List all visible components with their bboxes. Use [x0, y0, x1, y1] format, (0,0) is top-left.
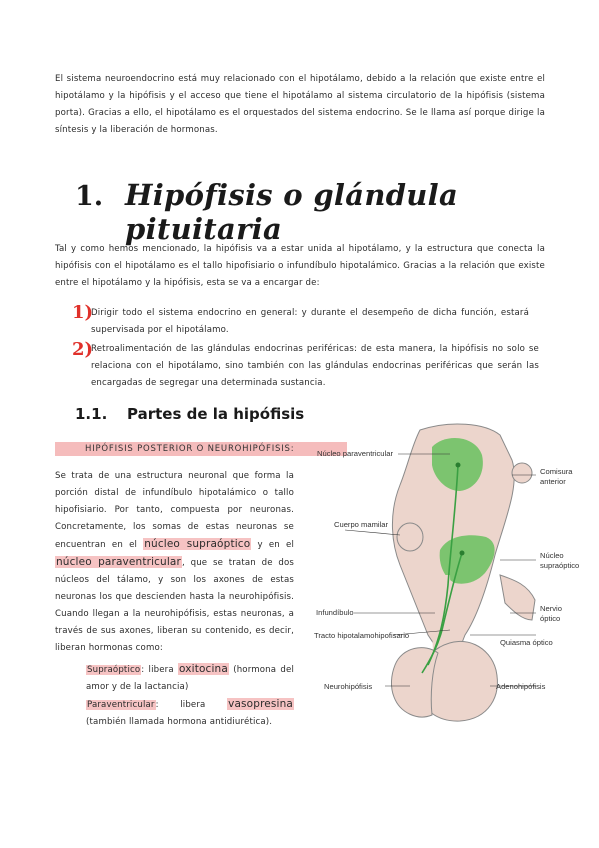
label-neurohipofisis: Neurohipófisis — [324, 682, 373, 691]
label-mamilar: Cuerpo mamilar — [334, 520, 389, 529]
intro-paragraph: El sistema neuroendocrino está muy relacionado con el hipotálamo, debido a la relación que existe entre el hipotálamo y la hipófisis y el acceso que tiene el hipotálamo al sistema circulatorio de la hipófisis (sistema porta). Gracias a ello, el hipotálamo es el orquestados del sistema endocrino. Se le llama así porque dirige la síntesis y la liberación de hormonas. — [55, 74, 545, 135]
label-infundibulo: Infundíbulo — [316, 608, 354, 617]
comisura-anterior-shape — [512, 463, 532, 483]
soma-supraoptico — [460, 551, 465, 556]
label-quiasma: Quiasma óptico — [500, 638, 553, 647]
label-comisura-2: anterior — [540, 477, 566, 486]
oxitocina-highlight: oxitocina — [179, 663, 228, 675]
paraventricular-mid: : libera — [155, 700, 206, 710]
section-number: 1. — [75, 181, 104, 212]
hormone-paraventricular — [86, 696, 294, 731]
paragraph-part-b: y en el — [257, 540, 294, 550]
label-paraventricular: Núcleo paraventricular — [317, 449, 393, 458]
label-comisura-1: Comisura — [540, 467, 573, 476]
cuerpo-mamilar-shape — [397, 523, 423, 551]
infundibulo-shape — [430, 575, 453, 653]
hipofisis-diagram — [300, 425, 580, 725]
label-nervio-1: Nervio — [540, 604, 562, 613]
label-adenohipofisis: Adenohipófisis — [496, 682, 546, 691]
section-title: Hipófisis o glándula pituitaria — [125, 178, 459, 246]
paraventricular-label: Paraventricular — [87, 700, 155, 710]
neurohipofisis-banner: HIPÓFISIS POSTERIOR O NEUROHIPÓFISIS: — [55, 442, 347, 456]
label-supra-1: Núcleo — [540, 551, 564, 560]
supraoptico-rest: (hormona del amor y de la lactancia) — [86, 665, 294, 692]
hormone-supraoptico — [86, 661, 294, 696]
highlight-supraoptico: núcleo supraóptico — [144, 538, 251, 550]
paraventricular-rest: (también llamada hormona antidiurética). — [86, 717, 273, 727]
subsection-title: Partes de la hipófisis — [127, 405, 305, 423]
vasopresina-highlight: vasopresina — [228, 698, 293, 710]
label-tracto: Tracto hipotalamohipofisario — [314, 631, 410, 640]
item-text-1: Dirigir todo el sistema endocrino en general: y durante el desempeño de dicha función, estará supervisada por el hipotálamo. — [91, 308, 529, 335]
neurohipofisis-paragraph — [55, 468, 294, 657]
section-paragraph: Tal y como hemos mencionado, la hipófisis va a estar unida al hipotálamo, y la estructura que conecta la hipófisis con el hipotálamo es el tallo hipofisiario o infundíbulo hipotalámico. Gracias a la relación que existe entre el hipotálamo y la hipófisis, esta se va a encargar de: — [55, 244, 545, 288]
supraoptico-label: Supraóptico — [87, 665, 141, 675]
soma-paraventricular — [456, 463, 461, 468]
label-supra-2: supraóptico — [540, 561, 580, 570]
item-text-2: Retroalimentación de las glándulas endocrinas periféricas: de esta manera, la hipófisis no solo se relaciona con el hipotálamo, sino también con las glándulas endocrinas periféricas que serán las encargadas de segregar una determinada sustancia. — [91, 344, 539, 388]
paragraph-part-c: , que se tratan de dos núcleos del tálamo, y son los axones de estas neuronas los que descienden hasta la neurohipófisis. Cuando llegan a la neurohipófisis, estas neuronas, a través de sus axones, liberan su contenido, es decir, liberan hormonas como: — [55, 558, 294, 653]
item-marker-1: 1) — [72, 302, 94, 323]
item-marker-2: 2) — [72, 339, 94, 360]
supraoptico-mid: : libera — [141, 665, 174, 675]
subsection-number: 1.1. — [75, 405, 108, 423]
paragraph-part-a: Se trata de una estructura neuronal que forma la porción distal de infundíbulo hipotalámico o tallo hipofisiario. Por tanto, compuesta por neuronas. Concretamente, los somas de estas neuronas se encuentran en el — [55, 471, 294, 550]
highlight-paraventricular: núcleo paraventricular — [56, 556, 181, 568]
label-nervio-2: óptico — [540, 614, 561, 623]
